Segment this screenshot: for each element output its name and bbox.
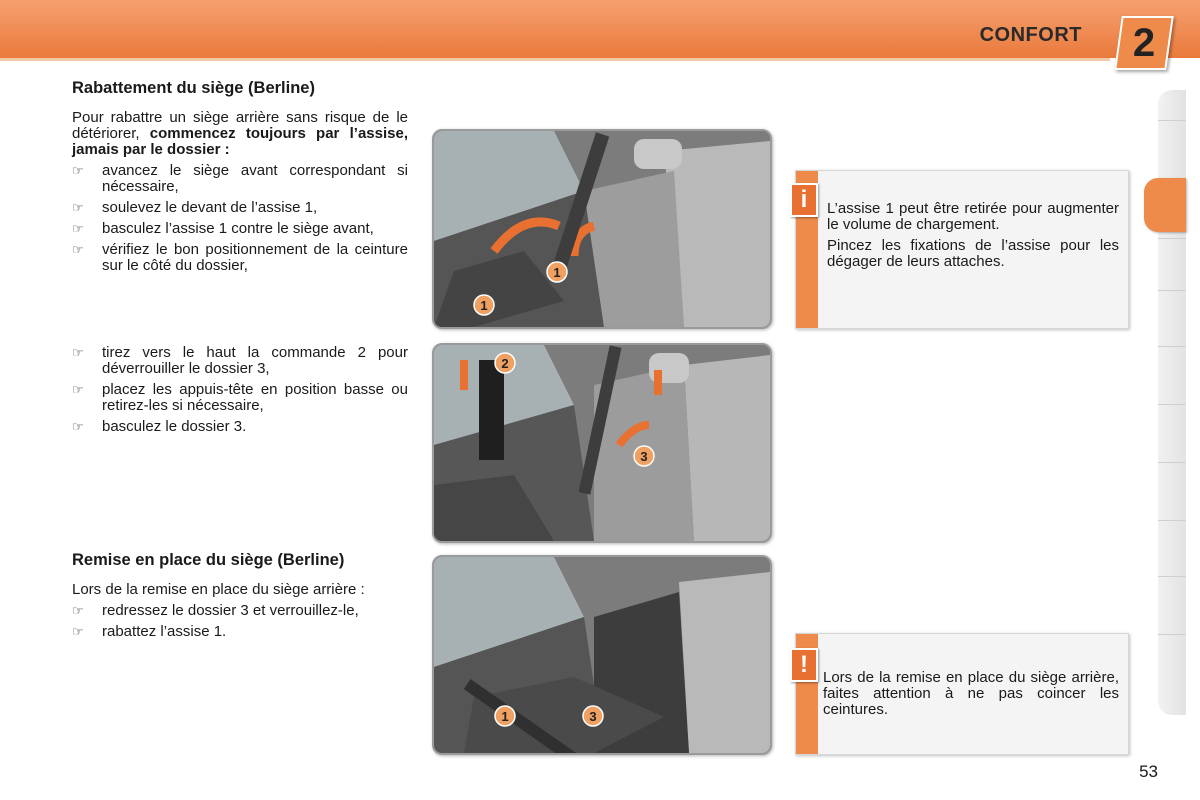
info-box-text xyxy=(827,201,1119,275)
info-paragraph: Pincez les fixations de l’assise pour les dégager de leurs attaches. xyxy=(827,237,1119,270)
section-title: Rabattement du siège (Berline) xyxy=(72,79,315,97)
callout-label: 1 xyxy=(501,709,509,724)
section-fold-backrest xyxy=(72,340,408,435)
callout-label: 2 xyxy=(501,356,509,371)
callout-label: 1 xyxy=(553,265,561,280)
hand-pointer-icon: ☞ xyxy=(72,200,84,215)
hand-pointer-icon: ☞ xyxy=(72,419,84,434)
list-item xyxy=(72,200,408,216)
steps-list xyxy=(72,345,408,435)
hand-pointer-icon: ☞ xyxy=(72,242,84,257)
chapter-tab-divider xyxy=(1158,120,1186,121)
hand-pointer-icon: ☞ xyxy=(72,163,84,178)
list-item xyxy=(72,603,408,619)
intro-emphasis: commencez toujours par l’assise, jamais par le dossier : xyxy=(72,125,408,158)
list-item xyxy=(72,242,408,274)
list-item-text: placez les appuis-tête en position basse ou retirez-les si nécessaire, xyxy=(102,381,408,414)
chapter-number-badge xyxy=(1114,16,1174,70)
intro-text: Pour rabattre un siège arrière sans risque de le détériorer, xyxy=(72,109,408,142)
seat-cushion-drawing xyxy=(434,131,770,327)
chapter-tab-divider xyxy=(1158,404,1186,405)
section-title: Remise en place du siège (Berline) xyxy=(72,551,345,569)
list-item-text: redressez le dossier 3 et verrouillez-le, xyxy=(102,602,359,619)
list-item-text: rabattez l’assise 1. xyxy=(102,623,227,640)
steps-list xyxy=(72,163,408,274)
hand-pointer-icon: ☞ xyxy=(72,624,84,639)
list-item-text: basculez l’assise 1 contre le siège avant, xyxy=(102,220,374,237)
page-number: 53 xyxy=(1139,762,1158,781)
chapter-tab-divider xyxy=(1158,290,1186,291)
chapter-tab-divider xyxy=(1158,346,1186,347)
active-chapter-tab xyxy=(1144,178,1186,232)
chapter-number: 2 xyxy=(1132,20,1156,65)
warning-icon: ! xyxy=(790,648,818,682)
warning-box-text xyxy=(823,670,1119,723)
chapter-title: CONFORT xyxy=(979,24,1082,46)
callout-label: 3 xyxy=(589,709,597,724)
list-item xyxy=(72,163,408,195)
section-intro: Lors de la remise en place du siège arrière : xyxy=(72,581,365,598)
warning-box xyxy=(795,633,1129,755)
info-box xyxy=(795,170,1129,329)
list-item-text: tirez vers le haut la commande 2 pour déverrouiller le dossier 3, xyxy=(102,344,408,377)
chapter-tab-divider xyxy=(1158,576,1186,577)
list-item-text: vérifiez le bon positionnement de la ceinture sur le côté du dossier, xyxy=(102,241,408,274)
callout-label: 1 xyxy=(480,298,488,313)
illustration-backrest xyxy=(432,343,772,543)
list-item xyxy=(72,345,408,377)
list-item xyxy=(72,624,408,640)
warning-paragraph: Lors de la remise en place du siège arrière, faites attention à ne pas coincer les ceintures. xyxy=(823,669,1119,718)
illustration-reinstall xyxy=(432,555,772,755)
section-reinstall-seat xyxy=(72,551,408,640)
section-fold-seat xyxy=(72,79,408,274)
backrest-drawing xyxy=(434,345,770,541)
chapter-tab-divider xyxy=(1158,462,1186,463)
hand-pointer-icon: ☞ xyxy=(72,345,84,360)
hand-pointer-icon: ☞ xyxy=(72,603,84,618)
chapter-tab-divider xyxy=(1158,634,1186,635)
list-item xyxy=(72,221,408,237)
info-paragraph: L’assise 1 peut être retirée pour augmenter le volume de chargement. xyxy=(827,200,1119,233)
section-intro xyxy=(72,110,408,158)
chapter-tab-divider xyxy=(1158,238,1186,239)
illustration-seat-cushion xyxy=(432,129,772,329)
header-divider xyxy=(0,58,1110,61)
list-item-text: avancez le siège avant correspondant si nécessaire, xyxy=(102,162,408,195)
list-item-text: soulevez le devant de l’assise 1, xyxy=(102,199,318,216)
steps-list xyxy=(72,603,408,640)
info-icon: i xyxy=(790,183,818,217)
reinstall-drawing xyxy=(434,557,770,753)
hand-pointer-icon: ☞ xyxy=(72,221,84,236)
chapter-tab-divider xyxy=(1158,520,1186,521)
list-item-text: basculez le dossier 3. xyxy=(102,418,247,435)
list-item xyxy=(72,382,408,414)
list-item xyxy=(72,419,408,435)
callout-label: 3 xyxy=(640,449,648,464)
hand-pointer-icon: ☞ xyxy=(72,382,84,397)
